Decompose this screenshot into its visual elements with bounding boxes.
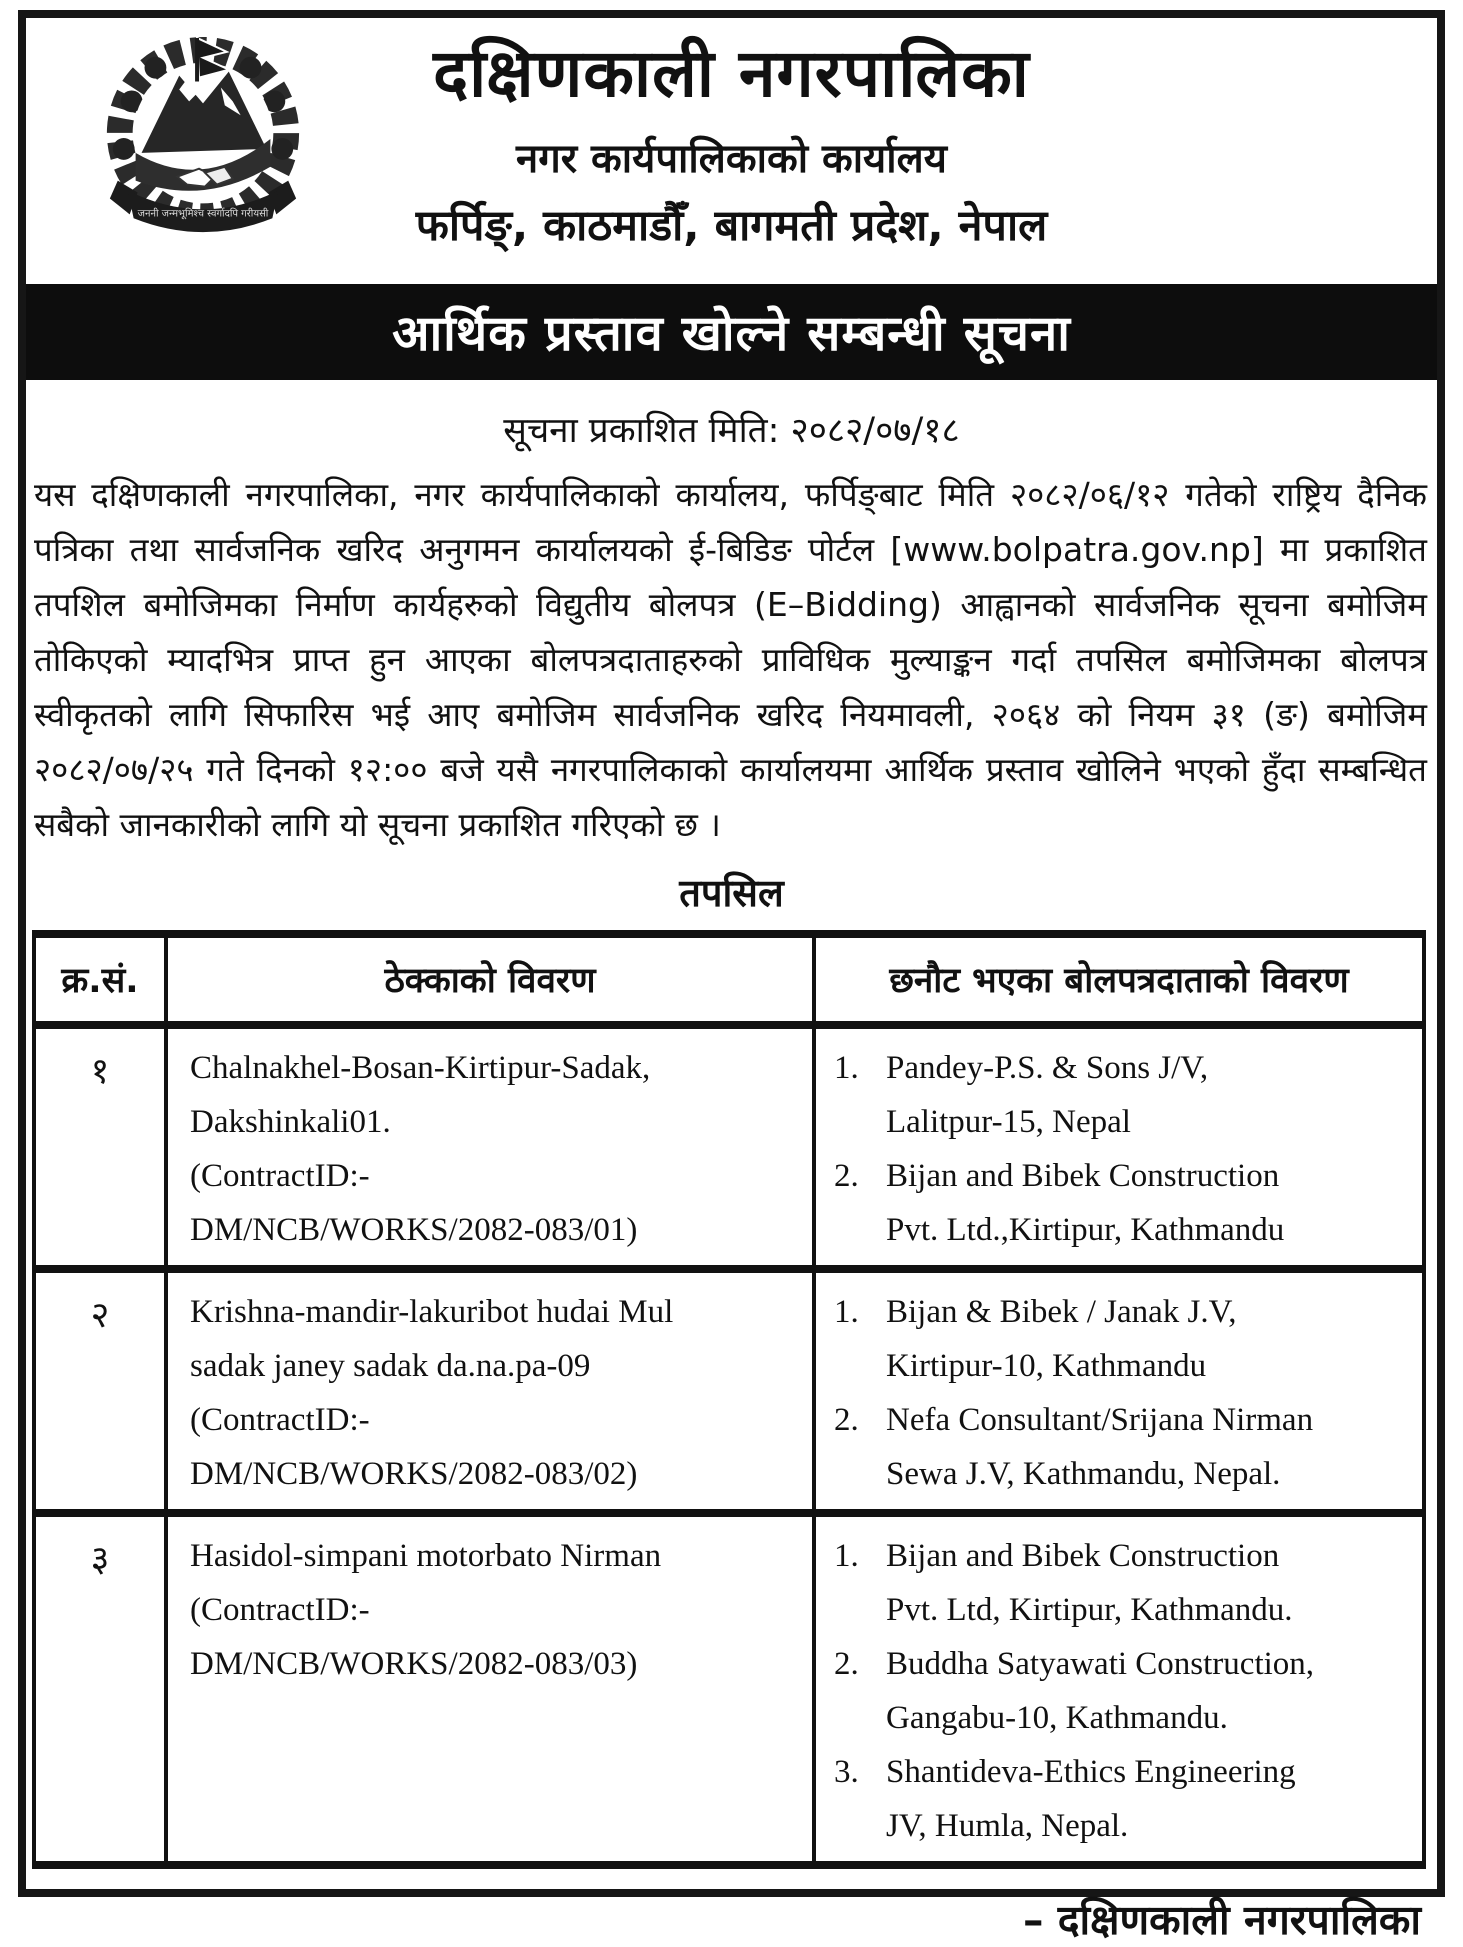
table-header-row <box>34 934 1424 1025</box>
municipal-emblem-logo <box>94 32 312 250</box>
bidder-item: 3. Shantideva-Ethics Engineering JV, Humla, Nepal. <box>834 1745 1412 1853</box>
bidder-number: 2. <box>834 1646 859 1682</box>
emblem-motto-text: जननी जन्मभूमिश्च स्वर्गादपि गरीयसी <box>137 208 269 220</box>
row-serial: ३ <box>34 1513 166 1865</box>
bidder-item: 2. Buddha Satyawati Construction, Gangabu-10, Kathmandu. <box>834 1637 1412 1745</box>
selected-bidders <box>814 1025 1424 1269</box>
table-row <box>34 1025 1424 1269</box>
bidder-item: 1. Bijan and Bibek Construction Pvt. Ltd, Kirtipur, Kathmandu. <box>834 1529 1412 1637</box>
office-subtitle: नगर कार्यपालिकाको कार्यालय <box>516 136 947 182</box>
row-serial: १ <box>34 1025 166 1269</box>
selected-bidders <box>814 1269 1424 1513</box>
contract-description: Hasidol-simpani motorbato Nirman (ContractID:- DM/NCB/WORKS/2082-083/03) <box>166 1513 814 1865</box>
table-row <box>34 1269 1424 1513</box>
selected-bidders <box>814 1513 1424 1865</box>
table-row <box>34 1513 1424 1865</box>
municipality-title: दक्षिणकाली नगरपालिका <box>433 35 1030 112</box>
col-header-bidders: छनौट भएका बोलपत्रदाताको विवरण <box>814 934 1424 1025</box>
bidder-item: 2. Bijan and Bibek Construction Pvt. Ltd.,Kirtipur, Kathmandu <box>834 1149 1412 1257</box>
contract-description: Chalnakhel-Bosan-Kirtipur-Sadak, Dakshinkali01. (ContractID:- DM/NCB/WORKS/2082-083/01) <box>166 1025 814 1269</box>
bidder-number: 1. <box>834 1538 859 1574</box>
notice-title: आर्थिक प्रस्ताव खोल्ने सम्बन्धी सूचना <box>392 305 1071 362</box>
bidder-number: 1. <box>834 1294 859 1330</box>
schedule-heading: तपसिल <box>679 871 784 915</box>
bidder-number: 3. <box>834 1754 859 1790</box>
contract-description: Krishna-mandir-lakuribot hudai Mul sadak janey sadak da.na.pa-09 (ContractID:- DM/NCB/WORKS/2082-083/02) <box>166 1269 814 1513</box>
signature-line: – दक्षिणकाली नगरपालिका <box>1022 1896 1421 1944</box>
address-line: फर्पिङ्, काठमाडौँ, बागमती प्रदेश, नेपाल <box>415 201 1048 251</box>
notice-title-banner <box>26 284 1437 380</box>
bidder-number: 2. <box>834 1158 859 1194</box>
bidder-number: 1. <box>834 1050 859 1086</box>
notice-sheet-frame <box>18 10 1445 1944</box>
notice-body-paragraph: यस दक्षिणकाली नगरपालिका, नगर कार्यपालिकाको कार्यालय, फर्पिङ्बाट मिति २०८२/०६/१२ गतेको राष्ट्रिय दैनिक पत्रिका तथा सार्वजनिक खरिद अनुगमन कार्यालयको ई-बिडिङ पोर्टल [www.bolpatra.gov.np] मा प्रकाशित तपशिल बमोजिमका निर्माण कार्यहरुको विद्युतीय बोलपत्र (E–Bidding) आह्वानको सार्वजनिक सूचना बमोजिम तोकिएको म्यादभित्र प्राप्त हुन आएका बोलपत्रदाताहरुको प्राविधिक मुल्याङ्कन गर्दा तपसिल बमोजिमका बोलपत्र स्वीकृतको लागि सिफारिस भई आए बमोजिम सार्वजनिक खरिद नियमावली, २०६४ को नियम ३१ (ङ) बमोजिम २०८२/०७/२५ गते दिनको १२:०० बजे यसै नगरपालिकाको कार्यालयमा आर्थिक प्रस्ताव खोलिने भएको हुँदा सम्बन्धित सबैको जानकारीको लागि यो सूचना प्रकाशित गरिएको छ । <box>34 475 1427 844</box>
schedule-table <box>32 930 1426 1869</box>
bidder-item: 2. Nefa Consultant/Srijana Nirman Sewa J.V, Kathmandu, Nepal. <box>834 1393 1412 1501</box>
col-header-contract: ठेक्काको विवरण <box>166 934 814 1025</box>
masthead <box>26 18 1437 270</box>
published-date-line: सूचना प्रकाशित मिति: २०८२/०७/१८ <box>503 411 960 451</box>
row-serial: २ <box>34 1269 166 1513</box>
col-header-sn: क्र.सं. <box>34 934 166 1025</box>
bidder-item: 1. Pandey-P.S. & Sons J/V, Lalitpur-15, Nepal <box>834 1041 1412 1149</box>
bidder-item: 1. Bijan & Bibek / Janak J.V, Kirtipur-10, Kathmandu <box>834 1285 1412 1393</box>
bidder-number: 2. <box>834 1402 859 1438</box>
